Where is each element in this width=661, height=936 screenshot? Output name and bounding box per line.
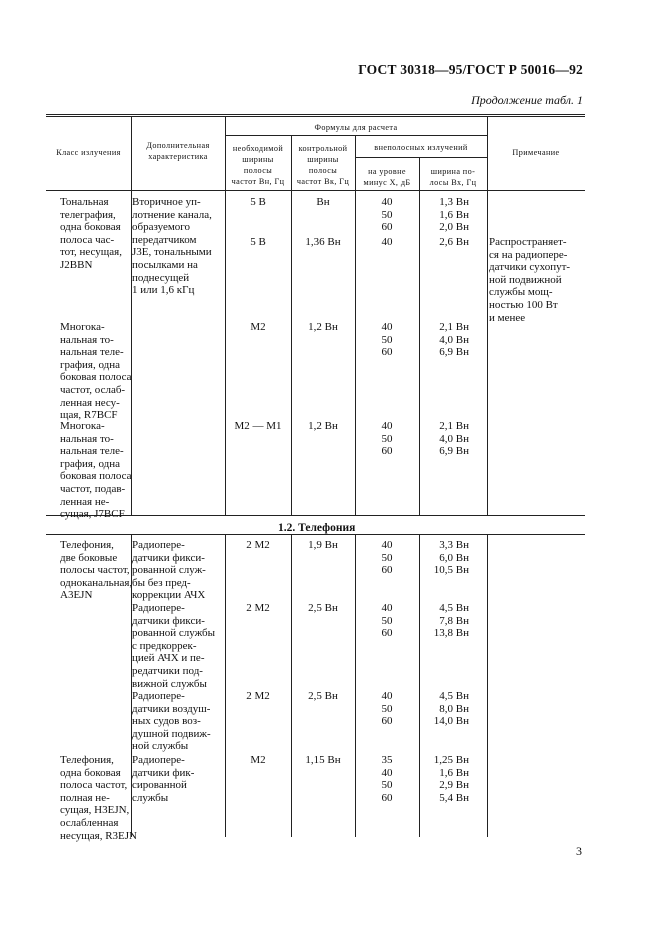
tel1a-levels: 40 50 60 (381, 539, 393, 577)
row2-bn: M2 (250, 321, 266, 333)
tel1a-widths: 3,3 Bн 6,0 Bн 10,5 Bн (433, 539, 469, 577)
row1a-bn: 5 B (250, 196, 266, 208)
tel1a-bn: 2 M2 (246, 539, 270, 551)
col-header-class: Класс излучения (56, 148, 121, 157)
col-header-control-line1: контрольной (298, 144, 348, 153)
col-header-necessary-line3: полосы (243, 166, 273, 175)
tel1c-bk: 2,5 Bн (308, 690, 338, 702)
row2-class: Многока- нальная то- нальная теле- графия, одна боковая полоса частот, ослаб- ленная несу- щая, R7BCF (60, 321, 132, 422)
col-header-level (355, 166, 419, 188)
col-header-width-line2: лосы Bх, Гц (429, 178, 477, 187)
tel2-bn: M2 (250, 754, 266, 766)
tel2-bk: 1,15 Bн (305, 754, 341, 766)
col-header-necessary (225, 143, 291, 187)
col-header-control (291, 143, 355, 187)
tel2-extra: Радиопере- датчики фик- сированной службы (132, 754, 195, 804)
col-header-extra-line1: Дополнительная (146, 141, 210, 150)
tel1a-bk: 1,9 Bн (308, 539, 338, 551)
standard-title: ГОСТ 30318—95/ГОСТ Р 50016—92 (358, 62, 583, 77)
tel1c-extra: Радиопере- датчики воздуш- ных судов воз- душной подвиж- ной службы (132, 690, 211, 753)
col-header-necessary-line4: частот Bн, Гц (231, 177, 285, 186)
table-continuation: Продолжение табл. 1 (471, 93, 583, 107)
tel1c-bn: 2 M2 (246, 690, 270, 702)
group-header-outband: внеполосных излучений (374, 143, 468, 152)
row2-bk: 1,2 Bн (308, 321, 338, 333)
col-header-extra-line2: характеристика (148, 152, 208, 161)
col-header-necessary-line2: ширины (242, 155, 274, 164)
row1a-widths: 1,3 Bн 1,6 Bн 2,0 Bн (439, 196, 469, 234)
col-header-control-line4: частот Bк, Гц (296, 177, 350, 186)
col-header-extra (131, 140, 225, 162)
section-title-telephony: 1.2. Телефония (278, 522, 356, 534)
row1a-bk: Bн (316, 196, 330, 208)
col-header-level-line1: на уровне (368, 167, 406, 176)
col-header-note: Примечание (512, 148, 560, 157)
group-header-formulas: Формулы для расчета (314, 123, 398, 132)
tel1a-extra: Радиопере- датчики фикси- рованной служ- бы без пред- коррекции АЧХ (132, 539, 206, 602)
row1b-bn: 5 B (250, 236, 266, 248)
tel2-class: Телефония, одна боковая полоса частот, полная не- сущая, H3EJN, ослабленная несущая, R3EJN (60, 754, 137, 842)
row2-widths: 2,1 Bн 4,0 Bн 6,9 Bн (439, 321, 469, 359)
tel1b-widths: 4,5 Bн 7,8 Bн 13,8 Bн (433, 602, 469, 640)
tel1b-bk: 2,5 Bн (308, 602, 338, 614)
row3-levels: 40 50 60 (381, 420, 393, 458)
row1-note: Распространяет- ся на радиопере- датчики сухопут- ной подвижной службы мощ- ностью 100 Вт и менее (489, 236, 571, 324)
row3-bk: 1,2 Bн (308, 420, 338, 432)
row1-class: Тональная телеграфия, одна боковая полоса час- тот, несущая, J2BBN (60, 196, 122, 271)
col-header-width-line1: ширина по- (430, 167, 476, 176)
row1-extra: Вторичное уп- лотнение канала, образуемого передатчиком J3E, тональными посылками на поднесущей 1 или 1,6 кГц (132, 196, 212, 297)
tel1c-widths: 4,5 Bн 8,0 Bн 14,0 Bн (433, 690, 469, 728)
tel1c-levels: 40 50 60 (381, 690, 393, 728)
col-header-level-line2: минус X, дБ (363, 178, 411, 187)
row3-widths: 2,1 Bн 4,0 Bн 6,9 Bн (439, 420, 469, 458)
tel2-levels: 35 40 50 60 (381, 754, 393, 804)
col-header-width (419, 166, 487, 188)
tel1b-bn: 2 M2 (246, 602, 270, 614)
tel1b-extra: Радиопере- датчики фикси- рованной службы с предкоррек- цией АЧХ и пе- редатчики под- вижной службы (132, 602, 216, 690)
row1b-levels: 40 (381, 236, 393, 248)
tel2-widths: 1,25 Bн 1,6 Bн 2,9 Bн 5,4 Bн (433, 754, 469, 804)
col-header-necessary-line1: необходимой (232, 144, 284, 153)
row1b-widths: 2,6 Bн (439, 236, 469, 248)
row1a-levels: 40 50 60 (381, 196, 393, 234)
row2-levels: 40 50 60 (381, 321, 393, 359)
tel1b-levels: 40 50 60 (381, 602, 393, 640)
row1b-bk: 1,36 Bн (305, 236, 341, 248)
row3-class: Многока- нальная то- нальная теле- графия, одна боковая полоса частот, подав- ленная не- сущая, J7BCF (60, 420, 132, 521)
tel1-class: Телефония, две боковые полосы частот, одноканальная, A3EJN (60, 539, 133, 602)
page-number: 3 (576, 844, 582, 858)
col-header-control-line2: ширины (307, 155, 339, 164)
col-header-control-line3: полосы (308, 166, 338, 175)
row3-bn: M2 — M1 (234, 420, 282, 432)
